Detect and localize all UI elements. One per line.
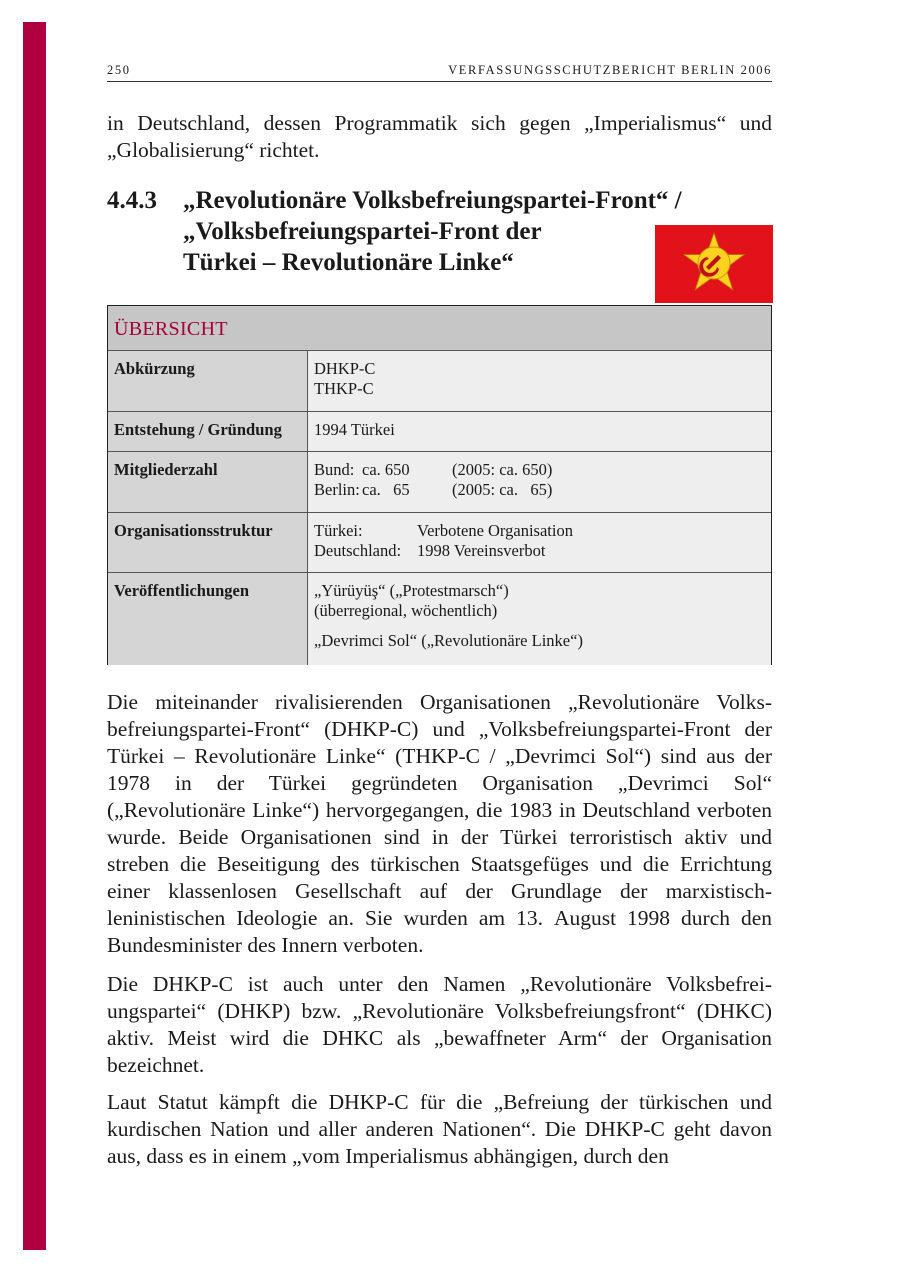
publications-label: Veröffentlichungen	[108, 573, 308, 665]
overview-row-members	[108, 451, 771, 513]
section-title-line-1: „Revolutionäre Volksbefreiungspartei-Front“ /	[183, 187, 682, 214]
structure-place: Deutschland:	[314, 541, 402, 560]
abbreviation-line-1: DHKP-C	[314, 359, 376, 378]
section-title-line-2: „Volksbefreiungspartei-Front der	[183, 218, 542, 245]
founding-label: Entstehung / Gründung	[108, 412, 308, 452]
running-title: VERFASSUNGSSCHUTZBERICHT BERLIN 2006	[448, 63, 772, 77]
body-paragraph-2: Die DHKP-C ist auch unter den Namen „Revolutionäre Volksbefreiungspartei“ (DHKP) bzw. „Revolutionäre Volksbefreiungsfront“ (DHKC) aktiv. Meist wird die DHKC als „bewaffneter Arm“ der Organisation bezeichnet.	[107, 972, 772, 1077]
overview-row-founding	[108, 411, 771, 452]
section-title-line-3: Türkei – Revolutionäre Linke“	[183, 249, 514, 276]
members-value	[308, 452, 771, 513]
structure-label: Organisationsstruktur	[108, 513, 308, 573]
structure-row-germany	[314, 541, 765, 561]
structure-place: Türkei:	[314, 521, 363, 540]
members-row-berlin	[314, 480, 765, 500]
founding-value: 1994 Türkei	[308, 412, 771, 452]
intro-paragraph: in Deutschland, dessen Programmatik sich gegen „Imperialismus“ und „Globalisierung“ richtet.	[107, 111, 772, 162]
body-paragraph-3: Laut Statut kämpft die DHKP-C für die „Befreiung der türkischen und kurdischen Nation und aller anderen Nationen“. Die DHKP-C geht davon aus, dass es in einem „vom Imperialismus abhängigen, durch den	[107, 1090, 772, 1168]
abbreviation-line-2: THKP-C	[314, 379, 374, 398]
overview-row-publications	[108, 572, 771, 665]
page-number: 250	[107, 63, 131, 77]
page-margin-bar	[23, 22, 46, 1250]
structure-row-turkey	[314, 521, 765, 541]
structure-status: Verbotene Organisation	[417, 521, 573, 540]
members-label: Mitgliederzahl	[108, 452, 308, 513]
members-previous: (2005: ca. 65)	[452, 480, 553, 499]
publication-2-title: „Devrimci Sol“ („Revolutionäre Linke“)	[314, 631, 583, 650]
overview-title: ÜBERSICHT	[114, 318, 228, 340]
abbreviation-value	[308, 351, 771, 412]
overview-header	[108, 306, 771, 351]
abbreviation-label: Abkürzung	[108, 351, 308, 412]
publication-1-note: (überregional, wöchentlich)	[314, 601, 498, 620]
overview-row-structure	[108, 512, 771, 573]
overview-row-abbreviation	[108, 350, 771, 412]
structure-status: 1998 Vereinsverbot	[417, 541, 546, 560]
members-count: ca. 65	[362, 480, 410, 499]
structure-value	[308, 513, 771, 573]
publication-1-title: „Yürüyüş“ („Protestmarsch“)	[314, 581, 509, 600]
members-place: Berlin:	[314, 480, 360, 499]
members-count: ca. 650	[362, 460, 410, 479]
overview-table	[107, 305, 772, 665]
members-row-federal	[314, 460, 765, 480]
members-previous: (2005: ca. 650)	[452, 460, 553, 479]
dhkp-c-flag-image	[655, 225, 773, 303]
running-header	[107, 63, 772, 82]
publications-value	[308, 573, 771, 665]
members-place: Bund:	[314, 460, 355, 479]
body-paragraph-1: Die miteinander rivalisierenden Organisationen „Revolutionäre Volksbefreiungspartei-Front“ (DHKP-C) und „Volksbefreiungspartei-Front der Türkei – Revolutionäre Linke“ (THKP-C / „Devrimci Sol“) sind aus der 1978 in der Türkei gegründeten Organisation „Devrimci Sol“ („Revolutionäre Linke“) hervorgegangen, die 1983 in Deutschland verboten wurde. Beide Organisationen sind in der Türkei terroristisch aktiv und streben die Beseitigung des türkischen Staatsgefüges und die Errichtung einer klassenlosen Gesellschaft auf der Grundlage der marxistisch-leninistischen Ideologie an. Sie wurden am 13. August 1998 durch den Bundesminister des Innern verboten.	[107, 690, 772, 957]
section-number: 4.4.3	[107, 187, 157, 214]
